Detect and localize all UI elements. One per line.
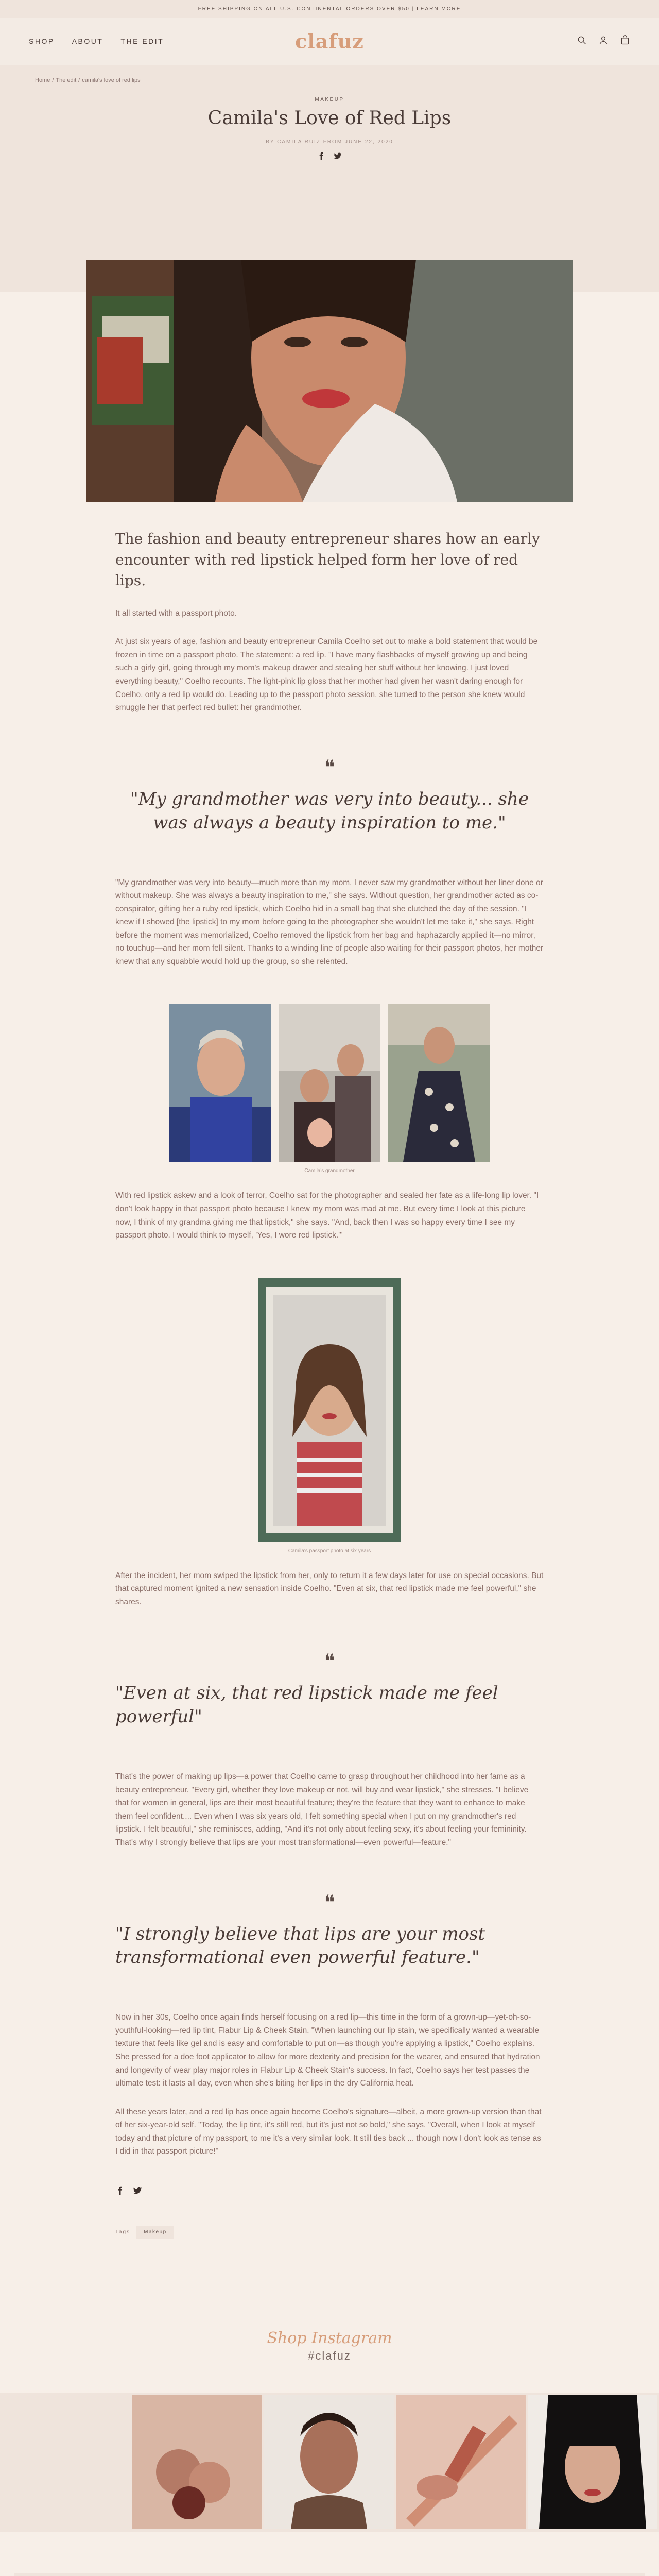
grandmother-photo-2 [279, 1004, 380, 1162]
pull-quote-1 [115, 756, 544, 835]
paragraph-7: Now in her 30s, Coelho once again finds herself focusing on a red lip—this time in the form of a grown-up—yet-oh-so-youthful-looking—red lip tint, Flabur Lip & Cheek Stain. "When launching our lip stain, we specifically wanted a wearable texture that feels like gel and is easy and comfortable to put on—as though you're applying a lipstick," Coelho explains. She pressed for a doe foot applicator to allow for more dexterity and precision for the wearer, and ensured that hydration and longevity of wear play major roles in Flabur Lip & Cheek Stain's success. In fact, Coelho says her test passes the ultimate test: it lasts all day, even when she's biting her lips in the dry California heat. [115, 2013, 540, 2088]
pull-quote-2 [115, 1650, 544, 1729]
grandmother-photo-3 [388, 1004, 490, 1162]
photo-caption-2: Camila's passport photo at six years [288, 1548, 371, 1554]
main-nav [29, 37, 164, 45]
header-icons [577, 35, 630, 48]
paragraph-8: All these years later, and a red lip has once again become Coelho's signature—albeit, a more grown-up version than that of her six-year-old self. "Today, the lip tint, it's still red, but it's just not so bold," she says. "Overall, when I look at myself today and that picture of my passport, to me it's a very similar look. It still ties back ... though now I don't look as tense as I did in that passport picture!" [115, 2107, 542, 2156]
paragraph-1: It all started with a passport photo. [115, 608, 237, 618]
search-icon[interactable] [577, 35, 587, 48]
instagram-hashtag[interactable]: #clafuz [308, 2349, 351, 2362]
value-mindful-luxury [224, 2573, 435, 2576]
announcement-bar [0, 0, 659, 18]
instagram-photos [132, 2395, 657, 2529]
tag-makeup[interactable]: Makeup [136, 2226, 174, 2239]
article-hero [0, 65, 659, 472]
announcement-text: FREE SHIPPING ON ALL U.S. CONTINENTAL ORDERS OVER $50 | [198, 6, 415, 12]
quote-text-3: "I strongly believe that lips are your most transformational even powerful feature." [115, 1923, 485, 1968]
paragraph-6: That's the power of making up lips—a power that Coelho came to grasp throughout her childhood into her fame as a beauty entrepreneur. "Every girl, whether they love makeup or not, will buy and wear lipstick," she stresses. "I believe that for women in general, lips are their most beautiful feature; they're the feature that they want to enhance to make them feel confident.... Even when I was six years old, I felt something special when I put on my grandmother's red lipstick. I felt beautiful," she reminisces, adding, "And it's not only about feeling sexy, it's about feeling your femininity. That's why I strongly believe that lips are your most transformational—even powerful—feature." [115, 1772, 529, 1847]
tags-label: Tags [115, 2229, 131, 2235]
facebook-icon[interactable] [115, 2186, 125, 2198]
breadcrumb: Home / The edit / camila's love of red lips [35, 77, 141, 83]
breadcrumb-home[interactable]: Home [35, 77, 50, 83]
grandmother-photo-row [115, 1004, 544, 1162]
quote-text-1: "My grandmother was very into beauty... she was always a beauty inspiration to me." [130, 788, 529, 833]
instagram-strip [0, 2393, 659, 2532]
quote-mark-icon: ❝ [324, 1650, 335, 1673]
value-transparency [435, 2573, 645, 2576]
values-row [14, 2573, 645, 2576]
account-icon[interactable] [598, 35, 609, 48]
paragraph-2: At just six years of age, fashion and beauty entrepreneur Camila Coelho set out to make a bold statement that would be frozen in time on a passport photo. The statement: a red lip. "I have many flashbacks of myself growing up and being such a girly girl, going through my mom's makeup drawer and stealing her stuff without her knowing. I just loved everything beauty," Coelho recounts. The light-pink lip gloss that her mother had given her wasn't daring enough for Coelho, only a red lip would do. Leading up to the passport photo session, she turned to the person she knew would smuggle her that perfect red bullet: her grandmother. [115, 637, 538, 713]
nav-about[interactable]: ABOUT [72, 37, 103, 45]
nav-shop[interactable]: SHOP [29, 37, 55, 45]
article-category[interactable]: MAKEUP [315, 97, 344, 103]
hero-portrait-image [86, 260, 573, 502]
share-links [0, 152, 659, 160]
value-inclusivity [14, 2573, 224, 2576]
photo-caption-1: Camila's grandmother [304, 1168, 355, 1174]
article-body [115, 472, 544, 2239]
instagram-heading: Shop Instagram [267, 2329, 392, 2347]
twitter-icon[interactable] [334, 152, 342, 160]
instagram-photo-4[interactable] [528, 2395, 657, 2529]
logo[interactable]: clafuz [295, 29, 364, 53]
instagram-photo-2[interactable] [264, 2395, 394, 2529]
quote-mark-icon: ❝ [324, 755, 335, 778]
instagram-photo-3[interactable] [396, 2395, 526, 2529]
paragraph-3: "My grandmother was very into beauty—much more than my mom. I never saw my grandmother without her liner done or without makeup. She was always a beauty inspiration to me," she says. Without question, her grandmother acted as co-conspirator, gifting her a ruby red lipstick, which Coelho hid in a small bag that she clutched the day of the session. "I knew if I showed [the lipstick] to my mom before going to the photographer she wouldn't let me take it," she says. Right before the moment was memorialized, Coelho removed the lipstick from her bag and haphazardly applied it—no mirror, no touchup—and her mom fell silent. Thanks to a winding line of people also waiting for their passport photos, her mother knew that any squabble would hold up the group, so she relented. [115, 878, 544, 966]
bag-icon[interactable] [620, 35, 630, 48]
article-byline: BY CAMILA RUIZ FROM JUNE 22, 2020 [266, 139, 393, 145]
passport-photo [258, 1278, 401, 1542]
pull-quote-3 [115, 1891, 544, 1970]
instagram-photo-1[interactable] [132, 2395, 262, 2529]
article-lead: The fashion and beauty entrepreneur shares how an early encounter with red lipstick helped form her love of red lips. [115, 530, 540, 589]
breadcrumb-current: camila's love of red lips [82, 77, 141, 83]
quote-text-2: "Even at six, that red lipstick made me feel powerful" [115, 1683, 498, 1727]
quote-mark-icon: ❝ [324, 1890, 335, 1913]
shop-instagram [0, 2329, 659, 2532]
paragraph-4: With red lipstick askew and a look of terror, Coelho sat for the photographer and sealed her fate as a life-long lip lover. "I don't look happy in that passport photo because I knew my mom was mad at me. But every time I look at this picture now, I think of my grandma giving me that lipstick," she says. "And, back then I was so happy every time I see my passport photo. I would think to myself, 'Yes, I wore red lipstick.'" [115, 1191, 539, 1240]
grandmother-photo-1 [169, 1004, 271, 1162]
breadcrumb-edit[interactable]: The edit [56, 77, 77, 83]
paragraph-5: After the incident, her mom swiped the lipstick from her, only to return it a few days later for use on special occasions. But that captured moment ignited a new sensation inside Coelho. "Even at six, that red lipstick made me feel powerful," she shares. [115, 1571, 544, 1606]
article-header [0, 97, 659, 160]
article-title: Camila's Love of Red Lips [207, 108, 452, 129]
learn-more-link[interactable]: LEARN MORE [417, 6, 461, 12]
site-header [0, 18, 659, 65]
facebook-icon[interactable] [317, 152, 325, 160]
article-share-links [115, 2186, 544, 2198]
twitter-icon[interactable] [133, 2186, 142, 2198]
article-tags [115, 2226, 544, 2239]
brand-values [0, 2532, 659, 2576]
nav-the-edit[interactable]: THE EDIT [120, 37, 164, 45]
